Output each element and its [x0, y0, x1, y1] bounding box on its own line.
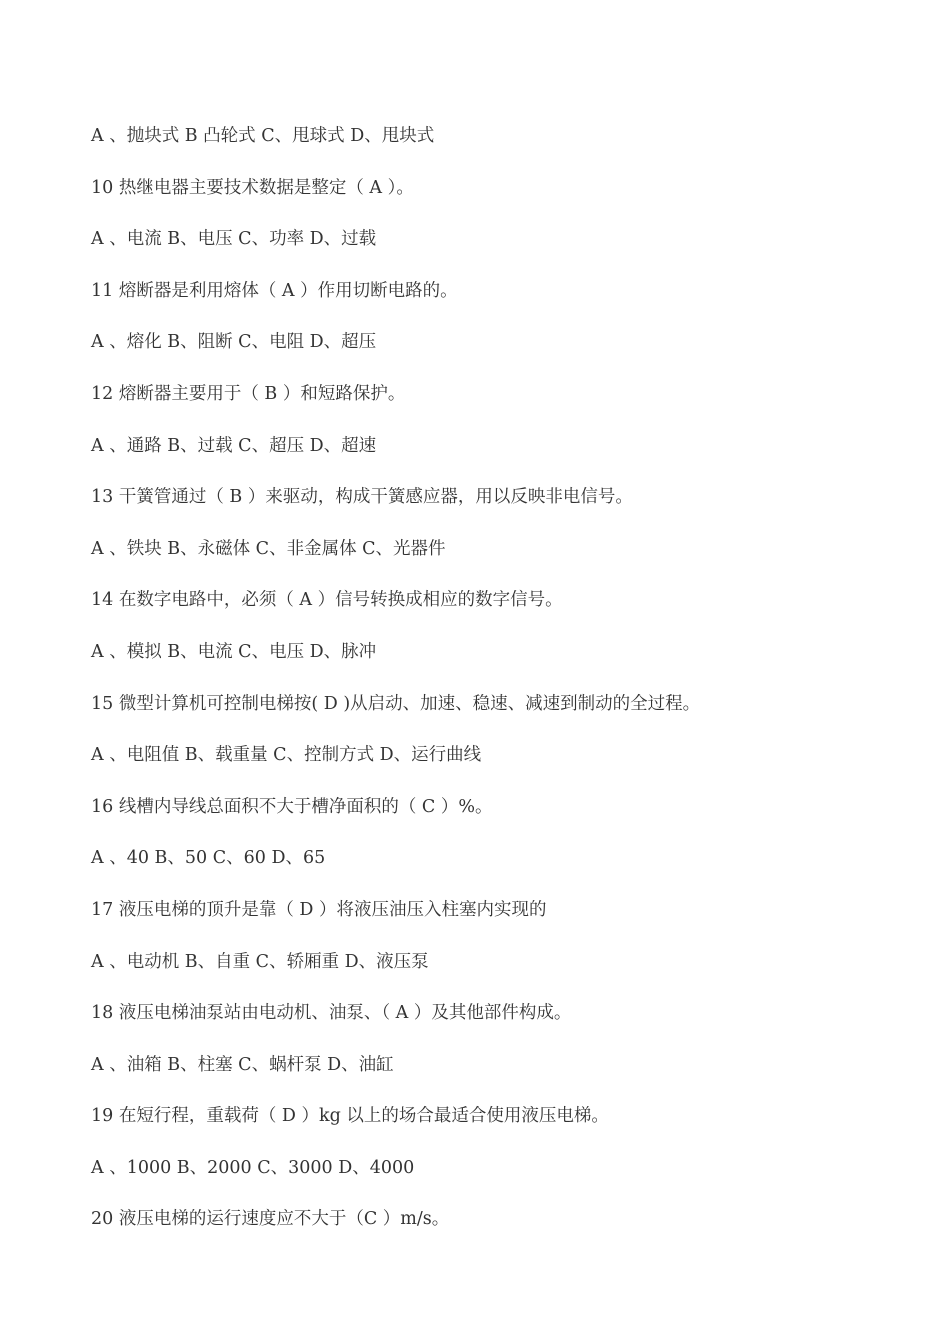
options-line: A 、电阻值 B、载重量 C、控制方式 D、运行曲线	[91, 745, 482, 766]
options-line: A 、铁块 B、永磁体 C、非金属体 C、光器件	[91, 538, 446, 559]
question-line: 14 在数字电路中，必须（ A ）信号转换成相应的数字信号。	[91, 590, 563, 611]
options-line: A 、通路 B、过载 C、超压 D、超速	[91, 435, 377, 456]
question-line: 10 热继电器主要技术数据是整定（ A ）。	[91, 177, 414, 198]
options-line: A 、油箱 B、柱塞 C、蜗杆泵 D、油缸	[91, 1054, 394, 1075]
question-line: 19 在短行程，重载荷（ D ）kg 以上的场合最适合使用液压电梯。	[91, 1106, 609, 1127]
options-line: A 、1000 B、2000 C、3000 D、4000	[91, 1157, 415, 1178]
options-line: A 、模拟 B、电流 C、电压 D、脉冲	[91, 641, 377, 662]
question-line: 15 微型计算机可控制电梯按( D )从启动、加速、稳速、减速到制动的全过程。	[91, 693, 701, 714]
options-line: A 、电流 B、电压 C、功率 D、过载	[91, 229, 377, 250]
question-line: 16 线槽内导线总面积不大于槽净面积的（ C ）%。	[91, 796, 493, 817]
options-line: A 、电动机 B、自重 C、轿厢重 D、液压泵	[91, 951, 429, 972]
question-line: 18 液压电梯油泵站由电动机、油泵、（ A ）及其他部件构成。	[91, 1003, 572, 1024]
question-line: 17 液压电梯的顶升是靠（ D ）将液压油压入柱塞内实现的	[91, 899, 547, 920]
options-line: A 、熔化 B、阻断 C、电阻 D、超压	[91, 332, 377, 353]
question-line: 12 熔断器主要用于（ B ）和短路保护。	[91, 383, 406, 404]
question-line: 11 熔断器是利用熔体（ A ）作用切断电路的。	[91, 280, 458, 301]
question-list	[91, 123, 911, 1258]
question-line: 13 干簧管通过（ B ）来驱动，构成干簧感应器，用以反映非电信号。	[91, 487, 633, 508]
question-line: 20 液压电梯的运行速度应不大于（C ）m/s。	[91, 1209, 450, 1230]
options-line: A 、40 B、50 C、60 D、65	[91, 848, 326, 869]
options-line: A 、抛块式 B 凸轮式 C、甩球式 D、甩块式	[91, 126, 435, 146]
